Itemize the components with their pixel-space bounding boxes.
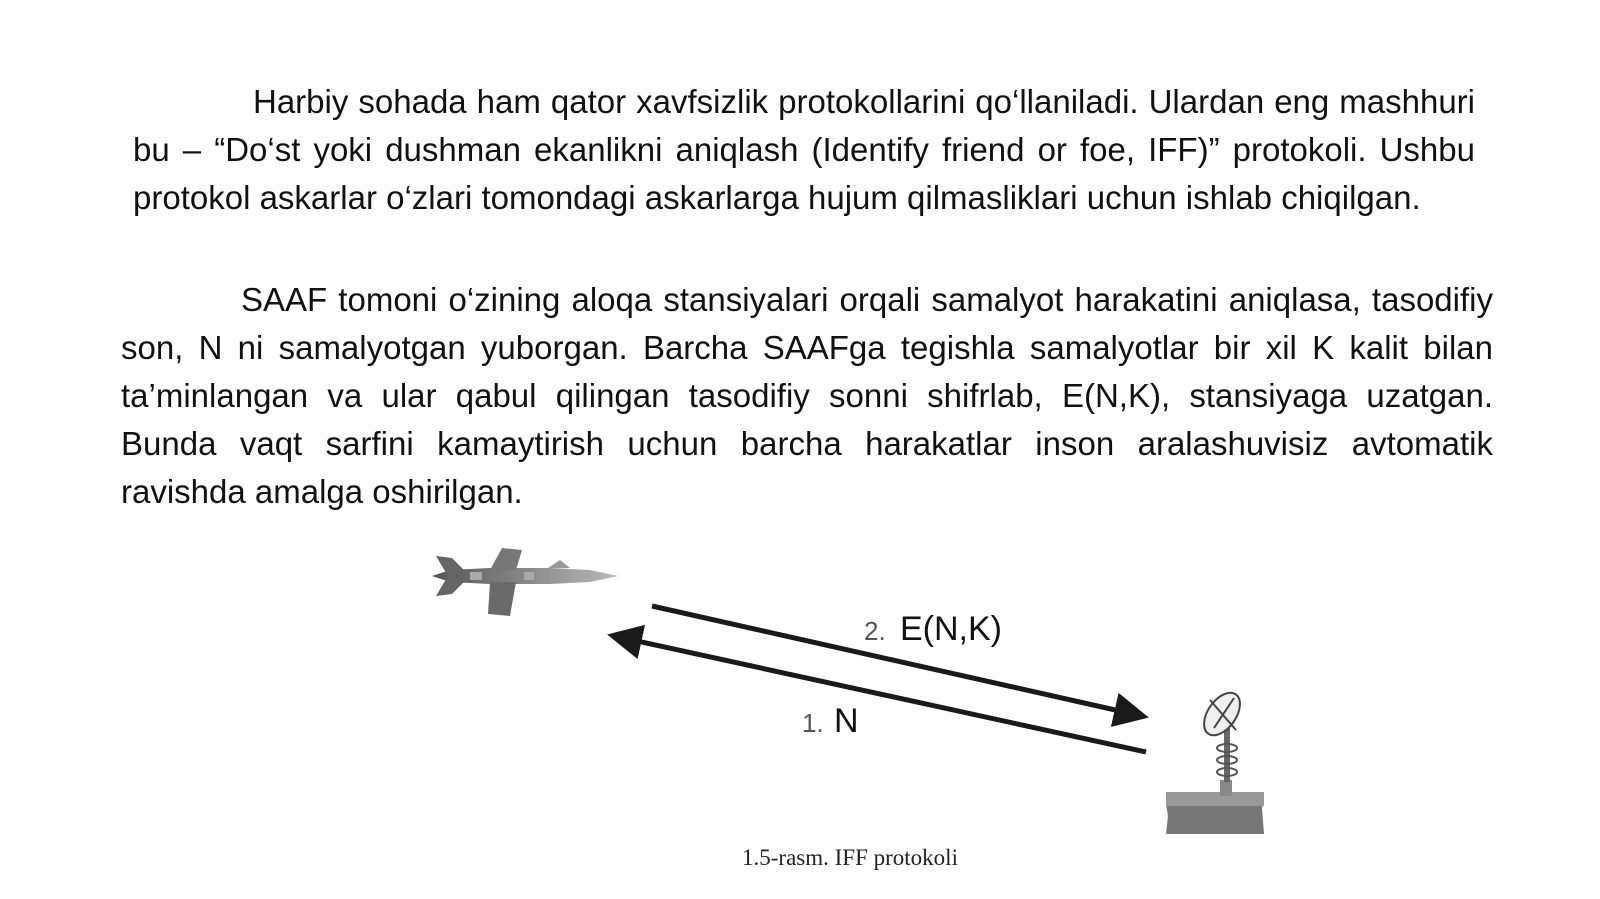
step-2-label: E(N,K) bbox=[900, 610, 1002, 648]
arrow-challenge bbox=[614, 636, 1146, 752]
step-1-label: N bbox=[834, 702, 859, 740]
fighter-jet-icon bbox=[432, 548, 618, 616]
step-2-number: 2. bbox=[864, 616, 886, 646]
paragraph-2-text: SAAF tomoni o‘zining aloqa stansiyalari orqali samalyot harakatini aniqlasa, tasodifiy son, N ni samalyotgan yuborgan. Barcha SAAFga tegishla samalyotlar bir xil K kalit bilan ta’minlangan va ular qabul qilingan tasodifiy sonni shifrlab, E(N,K), stansiyaga uzatgan. Bunda vaqt sarfini kamaytirish uchun barcha harakatlar inson aralashuvisiz avtomatik ravishda amalga oshirilgan. bbox=[121, 281, 1493, 510]
paragraph-iff-intro bbox=[133, 78, 1475, 222]
paragraph-1-text: Harbiy sohada ham qator xavfsizlik protokollarini qo‘llaniladi. Ulardan eng mashhuri bu – “Do‘st yoki dushman ekanlikni aniqlash (Identify friend or foe, IFF)” protokoli. Ushbu protokol askarlar o‘zlari tomondagi askarlarga hujum qilmasliklari uchun ishlab chiqilgan. bbox=[133, 83, 1475, 216]
radar-station-icon bbox=[1166, 686, 1264, 834]
paragraph-saaf-description bbox=[121, 276, 1493, 516]
figure-caption: 1.5-rasm. IFF protokoli bbox=[742, 845, 958, 870]
step-1-number: 1. bbox=[802, 708, 824, 738]
iff-protocol-figure bbox=[430, 548, 1310, 838]
